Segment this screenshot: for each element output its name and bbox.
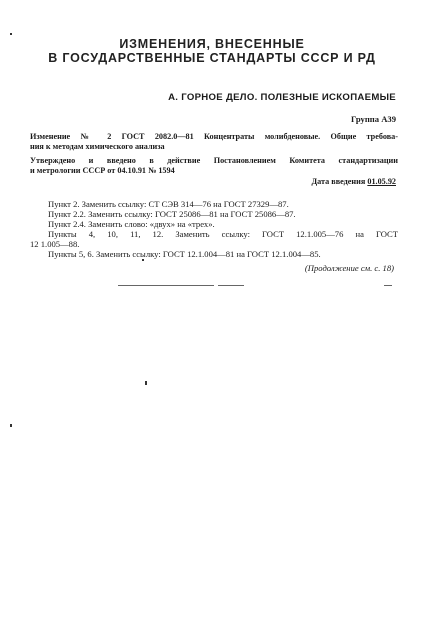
effective-date — [312, 177, 397, 186]
approval-line-2: и метрологии СССР от 04.10.91 № 1594 — [30, 166, 175, 175]
change-title-line-1: Изменение № 2 ГОСТ 2082.0—81 Концентраты молибденовые. Общие требова- — [30, 132, 398, 141]
scan-speck — [142, 259, 144, 261]
separator-rule — [118, 285, 214, 286]
section-heading: А. ГОРНОЕ ДЕЛО. ПОЛЕЗНЫЕ ИСКОПАЕМЫЕ — [168, 92, 396, 103]
change-item-4: Пункты 4, 10, 11, 12. Заменить ссылку: ГОСТ 12.1.005—76 на ГОСТ — [48, 229, 398, 239]
document-title-line-1: ИЗМЕНЕНИЯ, ВНЕСЕННЫЕ — [119, 37, 305, 51]
change-item-5: Пункты 5, 6. Заменить ссылку: ГОСТ 12.1.004—81 на ГОСТ 12.1.004—85. — [48, 249, 321, 259]
continuation-note: (Продолжение см. с. 18) — [304, 263, 394, 273]
separator-rule-tail — [384, 285, 392, 286]
group-code: Группа А39 — [350, 114, 396, 124]
change-title-line-2: ния к методам химического анализа — [30, 142, 165, 151]
document-title-line-2: В ГОСУДАРСТВЕННЫЕ СТАНДАРТЫ СССР И РД — [48, 51, 376, 65]
change-item-1: Пункт 2. Заменить ссылку: СТ СЭВ 314—76 на ГОСТ 27329—87. — [48, 199, 289, 209]
approval-line-1: Утверждено и введено в действие Постановлением Комитета стандартизации — [30, 156, 398, 165]
effective-date-value: 01.05.92 — [367, 177, 396, 186]
scan-speck — [10, 424, 12, 427]
change-item-3: Пункт 2.4. Заменить слово: «двух» на «трех». — [48, 219, 215, 229]
scan-speck — [10, 33, 12, 35]
scan-speck — [145, 381, 147, 385]
effective-date-label: Дата введения — [311, 177, 366, 186]
change-item-2: Пункт 2.2. Заменить ссылку: ГОСТ 25086—81 на ГОСТ 25086—87. — [48, 209, 296, 219]
separator-rule-segment — [218, 285, 244, 286]
change-item-4-continued: 12 1.005—88. — [30, 239, 80, 249]
